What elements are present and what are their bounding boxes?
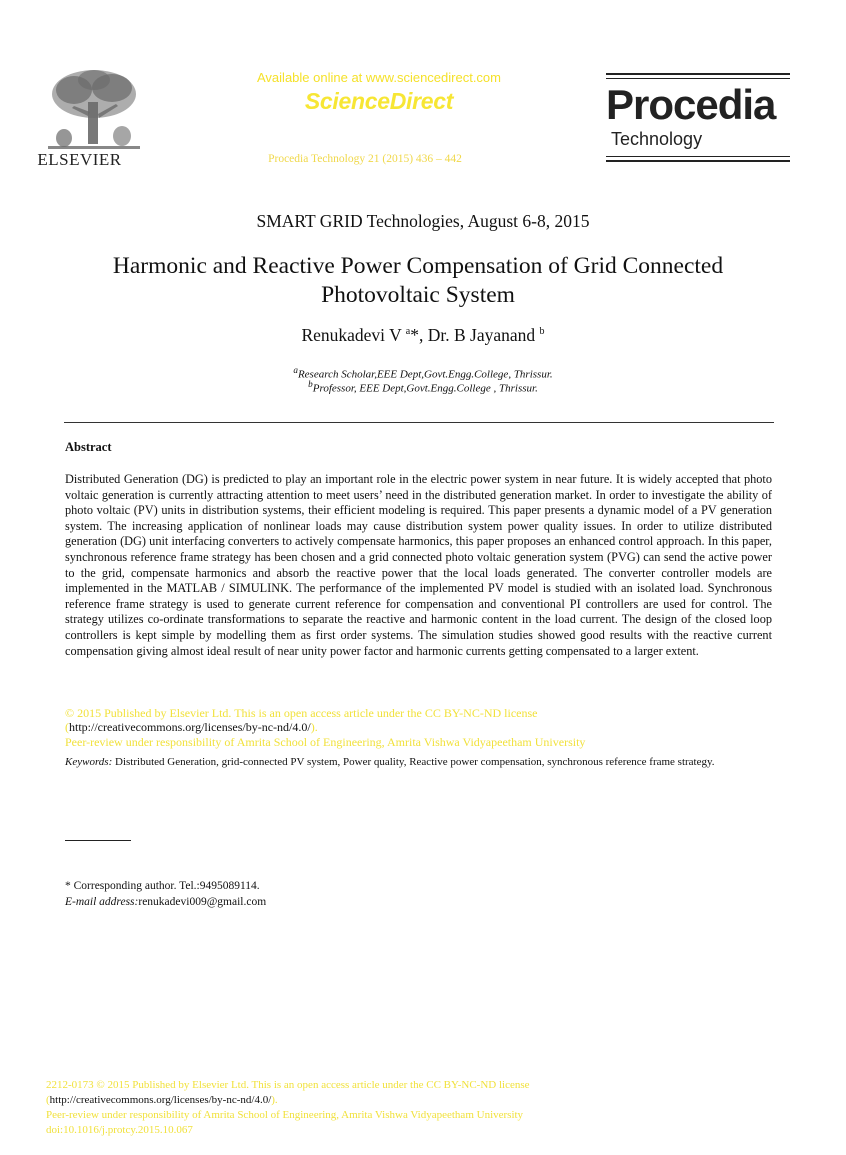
- procedia-logo-title: Procedia: [606, 81, 776, 128]
- procedia-logo-subtitle: Technology: [611, 129, 703, 149]
- journal-reference: Procedia Technology 21 (2015) 436 – 442: [268, 153, 462, 165]
- footer-license-link[interactable]: http://creativecommons.org/licenses/by-nc-nd/4.0/: [49, 1094, 272, 1106]
- keywords-text: Distributed Generation, grid-connected PV system, Power quality, Reactive power compensation, synchronous reference frame strategy.: [112, 756, 715, 768]
- author-1-affil-mark: a: [405, 326, 411, 338]
- license-paren-close: ).: [310, 720, 318, 734]
- affiliation-b-text: Professor, EEE Dept,Govt.Engg.College , Thrissur.: [312, 382, 538, 395]
- affiliation-b-mark: b: [308, 379, 313, 389]
- keywords: [65, 755, 772, 770]
- available-online-text: Available online at www.sciencedirect.com: [257, 70, 501, 85]
- paper-title: Harmonic and Reactive Power Compensation of Grid Connected Photovoltaic System: [112, 253, 724, 308]
- author-1-name: Renukadevi V: [301, 325, 406, 345]
- email-line: [65, 896, 266, 908]
- section-divider: [64, 422, 774, 423]
- procedia-bottom-rule: [606, 160, 790, 162]
- procedia-top-rule-thin: [606, 78, 790, 79]
- footer-paren-open: (: [46, 1094, 50, 1106]
- footer-issn-line: 2212-0173 © 2015 Published by Elsevier Ltd. This is an open access article under the CC BY-NC-ND license: [46, 1079, 530, 1091]
- footer-doi[interactable]: doi:10.1016/j.protcy.2015.10.067: [46, 1124, 193, 1136]
- email-label: E-mail address:: [65, 896, 139, 908]
- sciencedirect-logo: ScienceDirect: [304, 88, 454, 114]
- author-2-affil-mark: b: [539, 326, 545, 338]
- email-address[interactable]: renukadevi009@gmail.com: [138, 896, 267, 908]
- author-line: [0, 325, 846, 346]
- affiliation-a-mark: a: [293, 365, 298, 375]
- abstract-heading: Abstract: [65, 440, 112, 454]
- keywords-label: Keywords:: [65, 756, 113, 768]
- procedia-top-rule: [606, 73, 790, 75]
- elsevier-wordmark: ELSEVIER: [37, 150, 122, 169]
- affiliation-a-text: Research Scholar,EEE Dept,Govt.Engg.College, Thrissur.: [297, 368, 553, 381]
- affiliation-b: [0, 379, 846, 395]
- footer-paren-close: ).: [271, 1094, 278, 1106]
- license-paren-open: (: [65, 720, 69, 734]
- footer-license-link-line: [46, 1094, 278, 1106]
- footnote-rule: [65, 840, 131, 841]
- license-link[interactable]: http://creativecommons.org/licenses/by-nc-nd/4.0/: [69, 720, 311, 734]
- footer-peer-review-line: Peer-review under responsibility of Amrita School of Engineering, Amrita Vishwa Vidyapeetham University: [46, 1109, 524, 1121]
- license-line: © 2015 Published by Elsevier Ltd. This is an open access article under the CC BY-NC-ND license: [65, 706, 538, 720]
- procedia-bottom-rule-thin: [606, 156, 790, 157]
- conference-line: SMART GRID Technologies, August 6-8, 2015: [256, 211, 590, 231]
- abstract-body: Distributed Generation (DG) is predicted to play an important role in the electric power system in near future. It is widely accepted that photo voltaic generation is currently attracting attention to meet users’ need in the distributed generation market. In order to investigate the ability of photo voltaic (PV) units in distribution systems, their efficient modeling is required. This paper presents a dynamic model of a PV generation system. The increasing application of nonlinear loads may cause distribution system power quality issues. In order to utilize distributed generation (DG) unit interfacing converters to actively compensate harmonics, this paper proposes an enhanced control approach. In this paper, synchronous reference frame strategy has been chosen and a grid connected photo voltaic generation system (PVG) can send the active power to the grid, compensate harmonics and absorb the reactive power that the local loads generated. The converter controller models are implemented in the MATLAB / SIMULINK. The performance of the implemented PV model is studied with an isolated load. Synchronous reference frame strategy is used to generate current reference for compensation and conventional PI controllers are used for control. The strategy utilizes co-ordinate transformations to separate the reactive and harmonic content in the load current. The design of the closed loop controllers is kept simple by modelling them as first order systems. The simulation studies showed good results with the reactive current compensation giving almost ideal result of near unity power factor and harmonic currents getting compensated to a larger extent.: [65, 472, 772, 658]
- corresponding-author-note: * Corresponding author. Tel.:9495089114.: [65, 880, 260, 892]
- peer-review-line: Peer-review under responsibility of Amrita School of Engineering, Amrita Vishwa Vidyapeetham University: [65, 735, 586, 749]
- license-link-line: [65, 720, 318, 735]
- author-2-name: *, Dr. B Jayanand: [410, 325, 540, 345]
